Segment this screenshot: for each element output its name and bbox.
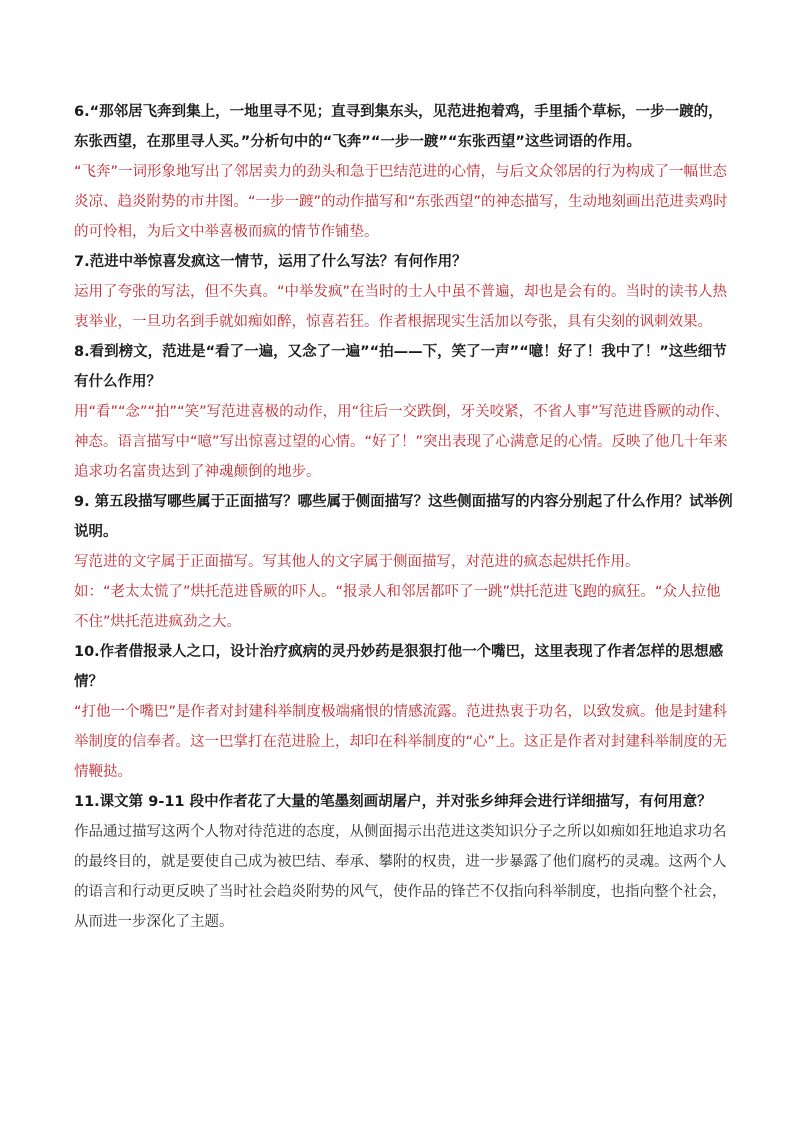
answer-6: “飞奔”一词形象地写出了邻居卖力的劲头和急于巴结范进的心情，与后文众邻居的行为构成了一幅世态炎凉、趋炎附势的市井图。“一步一踱”的动作描写和“东张西望”的神态描写，生动地刻画出范进卖鸡时的可怜相，为后文中举喜极而疯的情节作铺垫。: [74, 164, 728, 240]
question-6: 6.“那邻居飞奔到集上，一地里寻不见；直寻到集东头，见范进抱着鸡，手里插个草标，一步一踱的，东张西望，在那里寻人买。”分析句中的“飞奔”“一步一踱”“东张西望”这些词语的作用。: [74, 104, 723, 150]
answer-7: 运用了夸张的写法，但不失真。“中举发疯”在当时的士人中虽不普遍，却也是会有的。当时的读书人热衷举业，一旦功名到手就如痴如醉，惊喜若狂。作者根据现实生活加以夸张，具有尖刻的讽刺效果。: [74, 284, 728, 330]
answer-8: 用“看”“念”“拍”“笑”写范进喜极的动作，用“往后一交跌倒，牙关咬紧，不省人事”写范进昏厥的动作、神态。语言描写中“噫”写出惊喜过望的心情。“好了！”突出表现了心满意足的心情。反映了他几十年来追求功名富贵达到了神魂颠倒的地步。: [74, 404, 730, 480]
answer-11: 作品通过描写这两个人物对待范进的态度，从侧面揭示出范进这类知识分子之所以如痴如狂地追求功名的最终目的，就是要使自己成为被巴结、奉承、攀附的权贵，进一步暴露了他们腐朽的灵魂。这两个人的语言和行动更反映了当时社会趋炎附势的风气，使作品的锋芒不仅指向科举制度，也指向整个社会，从而进一步深化了主题。: [74, 824, 727, 930]
answer-9-part-2: 如：“老太太慌了”烘托范进昏厥的吓人。“报录人和邻居都吓了一跳”烘托范进飞跑的疯狂。“众人拉他不住”烘托范进疯劲之大。: [74, 584, 721, 630]
question-9: 9. 第五段描写哪些属于正面描写？哪些属于侧面描写？这些侧面描写的内容分别起了什么作用？试举例说明。: [74, 494, 733, 540]
question-7: 7.范进中举惊喜发疯这一情节，运用了什么写法？有何作用？: [74, 254, 467, 270]
answer-9-part-1: 写范进的文字属于正面描写。写其他人的文字属于侧面描写，对范进的疯态起烘托作用。: [74, 554, 640, 570]
question-10: 10.作者借报录人之口，设计治疗疯病的灵丹妙药是狠狠打他一个嘴巴，这里表现了作者怎样的思想感情？: [74, 644, 724, 690]
qa-content: [74, 97, 734, 937]
question-11: 11.课文第 9-11 段中作者花了大量的笔墨刻画胡屠户，并对张乡绅拜会进行详细描写，有何用意？: [74, 794, 712, 810]
answer-10: “打他一个嘴巴”是作者对封建科举制度极端痛恨的情感流露。范进热衷于功名，以致发疯。他是封建科举制度的信奉者。这一巴掌打在范进脸上，却印在科举制度的“心”上。这正是作者对封建科举制度的无情鞭挞。: [74, 704, 728, 780]
question-8: 8.看到榜文，范进是“看了一遍，又念了一遍”“拍——下，笑了一声”“噫！好了！我中了！”这些细节有什么作用？: [74, 344, 727, 390]
